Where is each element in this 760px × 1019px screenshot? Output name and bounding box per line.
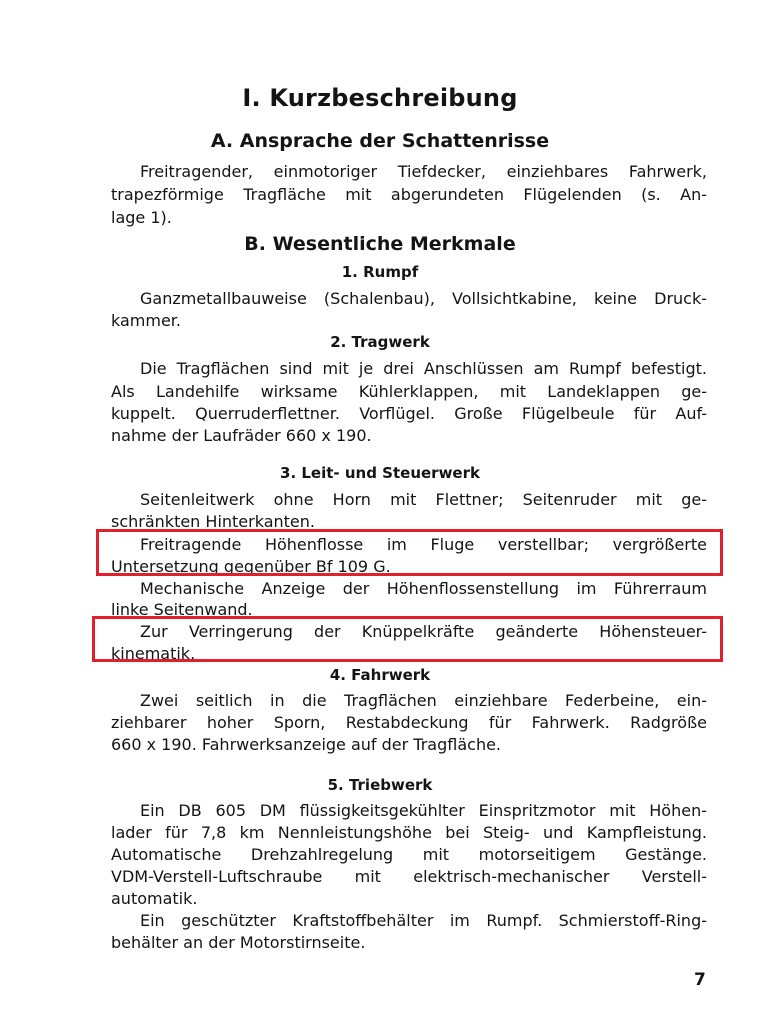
text-line: Die Tragflächen sind mit je drei Anschlüssen am Rumpf befestigt. — [140, 359, 707, 378]
text-line: Untersetzung gegenüber Bf 109 G. — [111, 557, 391, 576]
text-line: behälter an der Motorstirnseite. — [111, 933, 366, 952]
text-line: Ein DB 605 DM flüssigkeitsgekühlter Einspritzmotor mit Höhen- — [140, 801, 707, 820]
text-line: Seitenleitwerk ohne Horn mit Flettner; Seitenruder mit ge- — [140, 490, 707, 509]
text-line: trapezförmige Tragfläche mit abgerundeten Flügelenden (s. An- — [111, 185, 707, 204]
text-line: kuppelt. Querruderflettner. Vorflügel. Große Flügelbeule für Auf- — [111, 404, 707, 423]
text-line: Zwei seitlich in die Tragflächen einziehbare Federbeine, ein- — [140, 691, 707, 710]
section-b-heading: B. Wesentliche Merkmale — [244, 233, 516, 255]
text-line: lader für 7,8 km Nennleistungshöhe bei Steig- und Kampfleistung. — [111, 823, 707, 842]
text-line: lage 1). — [111, 208, 172, 227]
leitwerk-heading: 3. Leit- und Steuerwerk — [280, 464, 480, 482]
text-line: Ein geschützter Kraftstoffbehälter im Rumpf. Schmierstoff-Ring- — [140, 911, 707, 930]
page-title: I. Kurzbeschreibung — [242, 84, 518, 112]
text-line: Ganzmetallbauweise (Schalenbau), Vollsichtkabine, keine Druck- — [140, 289, 707, 308]
text-line: Mechanische Anzeige der Höhenflossenstellung im Führerraum — [140, 579, 707, 598]
rumpf-heading: 1. Rumpf — [341, 263, 419, 281]
text-line: schränkten Hinterkanten. — [111, 512, 315, 531]
fahrwerk-heading: 4. Fahrwerk — [329, 666, 431, 684]
text-line: ziehbarer hoher Sporn, Restabdeckung für Fahrwerk. Radgröße — [111, 713, 707, 732]
text-line: Automatische Drehzahlregelung mit motorseitigem Gestänge. — [111, 845, 707, 864]
text-line: kammer. — [111, 311, 181, 330]
page-number: 7 — [694, 970, 706, 990]
text-line: VDM-Verstell-Luftschraube mit elektrisch-mechanischer Verstell- — [111, 867, 707, 886]
highlight-box — [92, 616, 723, 662]
text-line: Zur Verringerung der Knüppelkräfte geänderte Höhensteuer- — [140, 622, 707, 641]
text-line: Freitragende Höhenflosse im Fluge verstellbar; vergrößerte — [140, 535, 707, 554]
text-line: Als Landehilfe wirksame Kühlerklappen, mit Landeklappen ge- — [111, 382, 707, 401]
text-line: linke Seitenwand. — [111, 600, 253, 619]
tragwerk-heading: 2. Tragwerk — [330, 333, 430, 351]
text-line: automatik. — [111, 889, 198, 908]
text-line: Freitragender, einmotoriger Tiefdecker, einziehbares Fahrwerk, — [140, 162, 707, 181]
section-a-heading: A. Ansprache der Schattenrisse — [210, 130, 550, 152]
highlight-box — [96, 529, 723, 576]
triebwerk-heading: 5. Triebwerk — [327, 776, 433, 794]
text-line: kinematik. — [111, 644, 196, 663]
text-line: nahme der Laufräder 660 x 190. — [111, 426, 372, 445]
text-line: 660 x 190. Fahrwerksanzeige auf der Tragfläche. — [111, 735, 502, 754]
